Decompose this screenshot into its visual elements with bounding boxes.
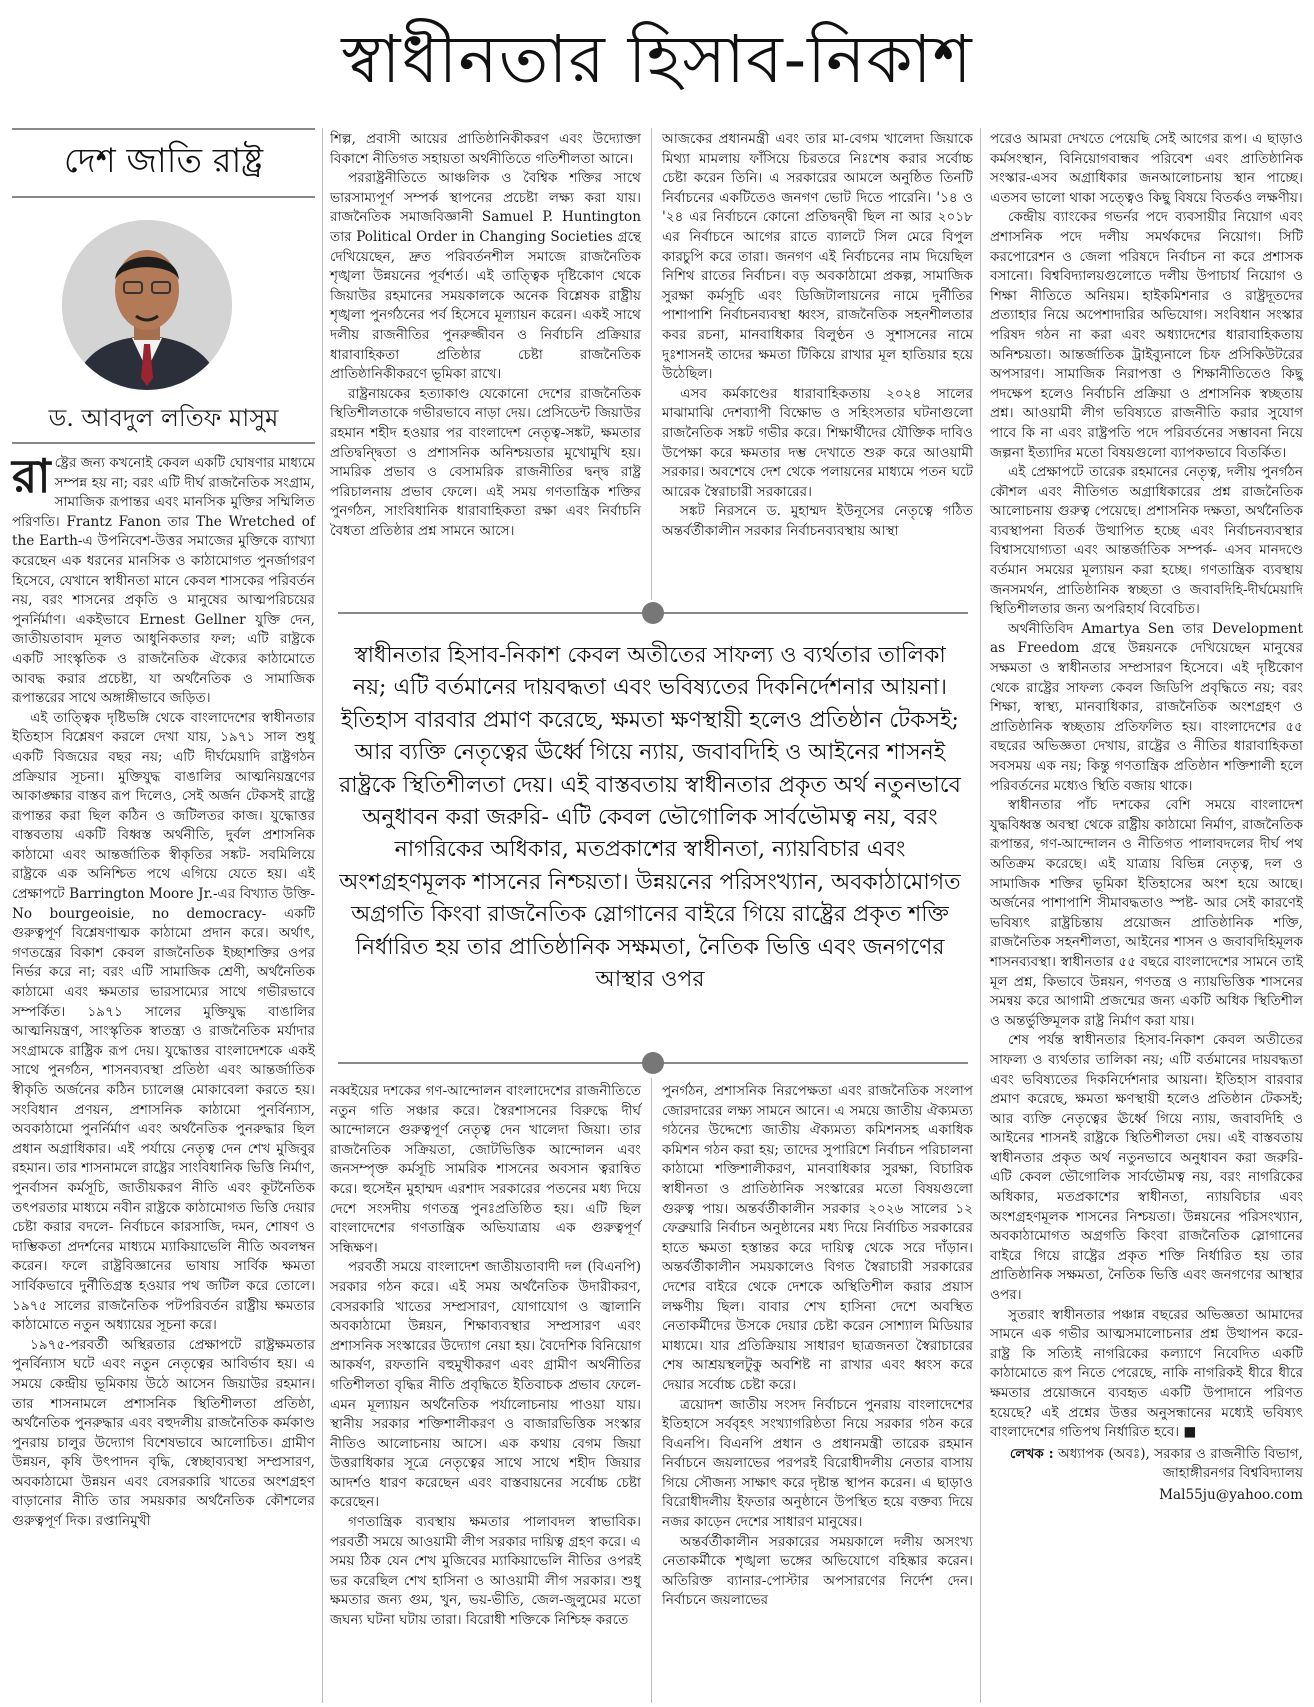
paragraph: শেষ পর্যন্ত স্বাধীনতার হিসাব-নিকাশ কেবল অতীতের সাফল্য ও ব্যর্থতার তালিকা নয়; এটি বর্তমানের দায়বদ্ধতা এবং ভবিষ্যতের দিকনির্দেশনার আয়না। ইতিহাস বারবার প্রমাণ করেছে, ক্ষমতা ক্ষণস্থায়ী হলেও প্রতিষ্ঠান টেকসই; আর ব্যক্তি নেতৃত্বের ঊর্ধ্বে গিয়ে ন্যায়, জবাবদিহি ও আইনের শাসনই রাষ্ট্রকে স্থিতিশীলতা দেয়। এই বাস্তবতায় স্বাধীনতার প্রকৃত অর্থ নতুনভাবে অনুধাবন করা জরুরি- এটি কেবল ভৌগোলিক সার্বভৌমত্ব নয়, বরং নাগরিকের অধিকার, মতপ্রকাশের স্বাধীনতা, ন্যায়বিচার এবং অংশগ্রহণমূলক শাসনের নিশ্চয়তা। উন্নয়নের পরিসংখ্যান, অবকাঠামোগত অগ্রগতি কিংবা রাজনৈতিক স্লোগানের বাইরে গিয়ে রাষ্ট্রের প্রকৃত শক্তি নির্ধারিত হয় তার প্রাতিষ্ঠানিক সক্ষমতা, নৈতিক ভিত্তি এবং জনগণের আস্থার ওপর। xyxy=(990,1032,1303,1304)
column-2-bottom-text xyxy=(330,1082,641,1631)
column-divider xyxy=(651,128,652,600)
paragraph: স্বাধীনতার পাঁচ দশকের বেশি সময়ে বাংলাদেশ যুদ্ধবিধ্বস্ত অবস্থা থেকে রাষ্ট্রীয় কাঠামো নির্মাণ, রাজনৈতিক রূপান্তর, গণ-আন্দোলন ও নীতিগত পালাবদলের দীর্ঘ পথ অতিক্রম করেছে। এই যাত্রায় বিভিন্ন নেতৃত্ব, দল ও সামাজিক শক্তির ভূমিকা ইতিহাসের অংশ হয়ে আছে। অর্জনের পাশাপাশি সীমাবদ্ধতাও স্পষ্ট- আর সেই কারণেই ভবিষ্যৎ রাষ্ট্রচিন্তায় প্রয়োজন প্রাতিষ্ঠানিক শক্তি, রাজনৈতিক সহনশীলতা, আইনের শাসন ও জবাবদিহিমূলক শাসনব্যবস্থা। স্বাধীনতার ৫৫ বছরে বাংলাদেশের সামনে তাই মূল প্রশ্ন, কিভাবে উন্নয়ন, গণতন্ত্র ও ন্যায়ভিত্তিক শাসনের সমন্বয় করে আগামী প্রজন্মের জন্য একটি অধিক স্থিতিশীল ও অন্তর্ভুক্তিমূলক রাষ্ট্র নির্মাণ করা যায়। xyxy=(990,797,1303,1029)
paragraph: শিল্প, প্রবাসী আয়ের প্রাতিষ্ঠানিকীকরণ এবং উদ্যোক্তা বিকাশে নীতিগত সহায়তা অর্থনীতিতে গতিশীলতা আনে। xyxy=(330,131,641,167)
column-1-text xyxy=(12,449,315,1532)
headline: স্বাধীনতার হিসাব-নিকাশ xyxy=(341,21,973,98)
paragraph: পুনর্গঠন, প্রশাসনিক নিরপেক্ষতা এবং রাজনৈতিক সংলাপ জোরদারের লক্ষ্য সামনে আনে। এ সময়ে জাতীয় ঐক্যমত্য গঠনের উদ্দেশ্যে জাতীয় ঐক্যমত্য কমিশনসহ একাধিক কমিশন গঠন করা হয়; তাদের সুপারিশে নির্বাচন পরিচালনা কাঠামো শক্তিশালীকরণ, মানবাধিকার সুরক্ষা, বিচারিক স্বাধীনতা ও প্রাতিষ্ঠানিক সংস্কারের মতো বিষয়গুলো গুরুত্ব পায়। অন্তর্বর্তীকালীন সরকার ২০২৬ সালের ১২ ফেব্রুয়ারি নির্বাচন অনুষ্ঠানের মধ্য দিয়ে নির্বাচিত সরকারের হাতে ক্ষমতা হস্তান্তর করে দায়িত্ব থেকে সরে দাঁড়ান। অন্তর্বর্তীকালীন সময়কালেও বিগত স্বৈরাচারী সরকারের দেশের বাইরে থেকে দেশকে অস্থিতিশীল করার প্রয়াস লক্ষণীয় ছিল। বাবার শেখ হাসিনা দেশে অবস্থিত নেতাকর্মীদের উসকে দেয়ার চেষ্টা করেন সোশ্যাল মিডিয়ার মাধ্যমে। যার প্রতিক্রিয়ায় সাধারণ ছাত্রজনতা স্বৈরাচারের শেষ আশ্রয়স্থলটুকু অবশিষ্ট না রাখার এবং ধ্বংস করে দেয়ার সর্বোচ্চ চেষ্টা করে। xyxy=(662,1083,973,1393)
author-photo xyxy=(62,220,232,390)
column-3-bottom-text xyxy=(662,1082,973,1611)
author-note-text: অধ্যাপক (অবঃ), সরকার ও রাজনীতি বিভাগ, জাহাঙ্গীরনগর বিশ্ববিদ্যালয় xyxy=(1058,1445,1303,1482)
column-2-top-text xyxy=(330,130,641,541)
column-3-top-text xyxy=(662,130,973,541)
paragraph: অন্তর্বর্তীকালীন সরকারের সময়কালে দলীয় অসংখ্য নেতাকর্মীকে শৃঙ্খলা ভঙ্গের অভিযোগে বহিষ্কার করেন। অতিরিক্ত ব্যানার-পোস্টার অপসারণের নির্দেশ দেন। নির্বাচনে জয়লাভের xyxy=(662,1533,973,1609)
column-divider xyxy=(651,1078,652,1703)
column-divider xyxy=(980,128,981,1703)
author-note-label: লেখক : xyxy=(1009,1445,1054,1462)
paragraph: গণতান্ত্রিক ব্যবস্থায় ক্ষমতার পালাবদল স্বাভাবিক। পরবর্তী সময়ে আওয়ামী লীগ সরকার দায়িত্ব গ্রহণ করে। এ সময় ঠিক যেন শেখ মুজিবের ম্যাকিয়াভেলি নীতির ওপরই ভর করেছিল শেখ হাসিনা ও আওয়ামী লীগ সরকার। শুধু ক্ষমতার জন্য গুম, খুন, ভয়-ভীতি, জেল-জুলুমের মতো জঘন্য ঘটনা ঘটায় তারা। বিরোধী শক্তিকে নিশ্চিহ্ন করতে xyxy=(330,1514,641,1629)
author-email[interactable]: Mal55ju@yahoo.com xyxy=(1159,1486,1303,1503)
paragraph: এই তাত্ত্বিক দৃষ্টিভঙ্গি থেকে বাংলাদেশের স্বাধীনতার ইতিহাস বিশ্লেষণ করলে দেখা যায়, ১৯৭১ সাল শুধু একটি বিজয়ের বছর নয়; এটি দীর্ঘমেয়াদি রাষ্ট্রগঠন প্রক্রিয়ার সূচনা। মুক্তিযুদ্ধ বাঙালির আত্মনিয়ন্ত্রণের আকাঙ্ক্ষার বাস্তব রূপ দিলেও, সেই অর্জন টেকসই রাষ্ট্রে রূপান্তর করা ছিল কঠিন ও জটিলতর কাজ। যুদ্ধোত্তর বাস্তবতায় একটি বিধ্বস্ত অর্থনীতি, দুর্বল প্রশাসনিক কাঠামো এবং আন্তর্জাতিক স্বীকৃতির সঙ্কট- সবমিলিয়ে রাষ্ট্রকে এক অনিশ্চিত পথে এগিয়ে যেতে হয়। এই প্রেক্ষাপটে Barrington Moore Jr.-এর বিখ্যাত উক্তি- No bourgeoisie, no democracy- একটি গুরুত্বপূর্ণ বিশ্লেষণাত্মক কাঠামো প্রদান করে। অর্থাৎ, গণতন্ত্রের বিকাশ কেবল রাজনৈতিক ইচ্ছাশক্তির ওপর নির্ভর করে না; বরং এটি সামাজিক শ্রেণী, অর্থনৈতিক কাঠামো এবং ক্ষমতার ভারসাম্যের সাথে গভীরভাবে সম্পর্কিত। ১৯৭১ সালের মুক্তিযুদ্ধ বাঙালির আত্মনিয়ন্ত্রণ, সাংস্কৃতিক স্বাতন্ত্র্য ও রাজনৈতিক মর্যাদার সংগ্রামকে রাষ্ট্রিক রূপ দেয়। যুদ্ধোত্তর বাংলাদেশকে একই সাথে পুনর্গঠন, শাসনব্যবস্থা প্রতিষ্ঠা এবং আন্তর্জাতিক স্বীকৃতি অর্জনের কঠিন চ্যালেঞ্জ মোকাবেলা করতে হয়। সংবিধান প্রণয়ন, প্রশাসনিক কাঠামো পুনর্বিন্যাস, অবকাঠামো পুনর্নির্মাণ এবং অর্থনৈতিক পুনরুদ্ধার ছিল প্রধান অগ্রাধিকার। এই পর্যায়ে নেতৃত্ব দেন শেখ মুজিবুর রহমান। তার শাসনামলে রাষ্ট্রের সাংবিধানিক ভিত্তি নির্মাণ, পুনর্বাসন কর্মসূচি, জাতীয়করণ নীতি এবং কূটনৈতিক তৎপরতার মাধ্যমে নবীন রাষ্ট্রকে কাঠামোগত ভিত্তি দেয়ার চেষ্টা করার বদলে- নির্বাচনে কারসাজি, দমন, শোষণ ও দাম্ভিকতা প্রদর্শনের মাধ্যমে ম্যাকিয়াভেলি নীতি অবলম্বন করেন। ফলে রাষ্ট্রবিজ্ঞানের ভাষায় সার্বিক ক্ষমতা সার্বিকভাবে দুর্নীতিগ্রস্ত হওয়ার পথ জটিল করে তোলে। ১৯৭৫ সালের রাজনৈতিক পটপরিবর্তন রাষ্ট্রীয় ক্ষমতার কাঠামোতে নতুন অধ্যায়ের সূচনা করে। xyxy=(12,709,315,1334)
column-divider xyxy=(322,128,323,1703)
paragraph: রাষ্ট্রের জন্য কখনোই কেবল একটি ঘোষণার মাধ্যমে সম্পন্ন হয় না; বরং এটি দীর্ঘ রাজনৈতিক সংগ্রাম, সামাজিক রূপান্তর এবং মানসিক মুক্তির সম্মিলিত পরিণতি। Frantz Fanon তার The Wretched of the Earth-এ উপনিবেশ-উত্তর সমাজের মুক্তিকে ব্যাখ্যা করেছেন এক ধরনের মানসিক ও কাঠামোগত পুনর্জাগরণ হিসেবে, যেখানে স্বাধীনতা মানে কেবল শাসকের পরিবর্তন নয়, বরং শাসনের প্রকৃতি ও মানুষের আত্মপরিচয়ের পুনর্নির্মাণ। একইভাবে Ernest Gellner যুক্তি দেন, জাতীয়তাবাদ মূলত আধুনিকতার ফল; এটি রাষ্ট্রকে একটি সাংস্কৃতিক ও রাজনৈতিক ঐক্যের কাঠামোতে আবদ্ধ করার প্রচেষ্টা, যা অর্থনৈতিক ও সামাজিক রূপান্তরের সাথে অঙ্গাঙ্গীভাবে জড়িত। xyxy=(12,449,315,707)
paragraph: ১৯৭৫-পরবর্তী অস্থিরতার প্রেক্ষাপটে রাষ্ট্রক্ষমতার পুনর্বিন্যাস ঘটে এবং নতুন নেতৃত্বের আবির্ভাব হয়। এ সময়ে কেন্দ্রীয় ভূমিকায় উঠে আসেন জিয়াউর রহমান। তার শাসনামলে প্রশাসনিক স্থিতিশীলতা প্রতিষ্ঠা, অর্থনৈতিক পুনরুদ্ধার এবং বহুদলীয় রাজনৈতিক কর্মকাণ্ড পুনরায় চালুর উদ্যোগ বিশেষভাবে আলোচিত। গ্রামীণ উন্নয়ন, কৃষি উৎপাদন বৃদ্ধি, স্বেচ্ছাব্যবস্থা সম্প্রসারণ, অবকাঠামো উন্নয়ন এবং বেসরকারি খাতের অংশগ্রহণ বাড়ানোর নীতি তার সময়কার অর্থনৈতিক কৌশলের গুরুত্বপূর্ণ দিক। রপ্তানিমুখী xyxy=(12,1336,315,1530)
author-portrait-icon xyxy=(62,220,232,390)
column-4-text xyxy=(990,130,1303,1506)
paragraph: অর্থনীতিবিদ Amartya Sen তার Development as Freedom গ্রন্থে উন্নয়নকে দেখিয়েছেন মানুষের সক্ষমতা ও স্বাধীনতার সম্প্রসারণ হিসেবে। এই দৃষ্টিকোণ থেকে রাষ্ট্রের সাফল্য কেবল জিডিপি প্রবৃদ্ধিতে নয়; বরং শিক্ষা, স্বাস্থ্য, মানবাধিকার, রাজনৈতিক অংশগ্রহণ ও প্রাতিষ্ঠানিক স্বচ্ছতায় প্রতিফলিত হয়। বাংলাদেশের ৫৫ বছরের অভিজ্ঞতা দেখায়, রাষ্ট্রের ও নীতির ধারাবাহিকতা সবসময় এক নয়; কিন্তু গণতান্ত্রিক প্রতিষ্ঠান শক্তিশালী হলে পরিবর্তনের মধ্যেও স্থিতি বজায় থাকে। xyxy=(990,620,1303,794)
paragraph: পররাষ্ট্রনীতিতে আঞ্চলিক ও বৈশ্বিক শক্তির সাথে ভারসাম্যপূর্ণ সম্পর্ক স্থাপনের প্রচেষ্টা লক্ষ্য করা যায়। রাজনৈতিক সমাজবিজ্ঞানী Samuel P. Huntington তার Political Order in Changing Societies গ্রন্থে দেখিয়েছেন, দ্রুত পরিবর্তনশীল সমাজে রাজনৈতিক শৃঙ্খলা উন্নয়নের পূর্বশর্ত। এই তাত্ত্বিক দৃষ্টিকোণ থেকে জিয়াউর রহমানের সময়কালকে অনেক বিশ্লেষক রাষ্ট্রীয় শৃঙ্খলা পুনর্গঠনের পর্ব হিসেবে মূল্যায়ন করেন। একই সাথে দলীয় রাজনীতির পুনরুজ্জীবন ও নির্বাচনি প্রক্রিয়ার ধারাবাহিকতা প্রতিষ্ঠার চেষ্টা রাজনৈতিক প্রাতিষ্ঠানিকীকরণে ভূমিকা রাখে। xyxy=(330,170,641,383)
paragraph: নব্বইয়ের দশকের গণ-আন্দোলন বাংলাদেশের রাজনীতিতে নতুন গতি সঞ্চার করে। স্বৈরশাসনের বিরুদ্ধে দীর্ঘ আন্দোলনে গুরুত্বপূর্ণ নেতৃত্ব দেন খালেদা জিয়া। তার রাজনৈতিক সক্রিয়তা, জোটভিত্তিক আন্দোলন এবং জনসম্পৃক্ত কর্মসূচি সামরিক শাসনের অবসান ত্বরান্বিত করে। হুসেইন মুহাম্মদ এরশাদ সরকারের পতনের মধ্য দিয়ে দেশে সংসদীয় গণতন্ত্র পুনঃপ্রতিষ্ঠিত হয়। এটি ছিল বাংলাদেশের গণতান্ত্রিক অভিযাত্রায় এক গুরুত্বপূর্ণ সন্ধিক্ষণ। xyxy=(330,1083,641,1256)
paragraph: কেন্দ্রীয় ব্যাংকের গভর্নর পদে ব্যবসায়ীর নিয়োগ এবং প্রশাসনিক পদে দলীয় সমর্থকদের নিয়োগ। সিটি করপোরেশন ও জেলা পরিষদে নির্বাচন না করে প্রশাসক বসানো। বিশ্ববিদ্যালয়গুলোতে দলীয় উপাচার্য নিয়োগ ও শিক্ষা নীতিতে অনিয়ম। হাইকমিশনার ও রাষ্ট্রদূতদের প্রত্যাহার নিয়ে অপেশাদারির অভিযোগ। সংবিধান সংস্কার পরিষদ গঠন না করা এবং অধ্যাদেশের ধারাবাহিকতায় অনিশ্চয়তা। আন্তর্জাতিক ট্রাইব্যুনালে চিফ প্রসিকিউটরের অপসারণ। সামাজিক নিরাপত্তা ও শিক্ষানীতিতেও কিছু পদক্ষেপ হলেও নির্বাচনি প্রক্রিয়া ও প্রশাসনিক স্বচ্ছতায় প্রশ্ন। আওয়ামী লীগ ভবিষ্যতে রাজনীতি করার সুযোগ পাবে কি না এবং রাষ্ট্রপতি পদে পরিবর্তনের সম্ভাবনা নিয়ে জল্পনা ইত্যাদির মতো বিষয়গুলো ব্যাপকভাবে বিতর্কিত। xyxy=(990,209,1303,461)
paragraph: ত্রয়োদশ জাতীয় সংসদ নির্বাচনে পুনরায় বাংলাদেশের ইতিহাসে সর্ববৃহৎ সংখ্যাগরিষ্ঠতা নিয়ে সরকার গঠন করে বিএনপি। বিএনপি প্রধান ও প্রধানমন্ত্রী তারেক রহমান নির্বাচনে জয়লাভের পরপরই বিরোধীদলীয় নেতার বাসায় গিয়ে সৌজন্য সাক্ষাৎ করে দৃষ্টান্ত স্থাপন করেন। এ ছাড়াও বিরোধীদলীয় ইফতার অনুষ্ঠানে উপস্থিত হয়ে বক্তব্য দিয়ে নজর কাড়েন দেশের সাধারণ মানুষের। xyxy=(662,1396,973,1531)
paragraph: পরবর্তী সময়ে বাংলাদেশ জাতীয়তাবাদী দল (বিএনপি) সরকার গঠন করে। এই সময় অর্থনৈতিক উদারীকরণ, বেসরকারি খাতের সম্প্রসারণ, যোগাযোগ ও জ্বালানি অবকাঠামো উন্নয়ন, শিক্ষাব্যবস্থার সম্প্রসারণ এবং প্রশাসনিক সংস্কারের উদ্যোগ নেয়া হয়। বৈদেশিক বিনিয়োগ আকর্ষণ, রফতানি বহুমুখীকরণ এবং গ্রামীণ অর্থনীতির গতিশীলতা বৃদ্ধির নীতি প্রবৃদ্ধিতে ইতিবাচক প্রভাব ফেলে- এমন মূল্যায়ন অর্থনৈতিক পর্যালোচনায় পাওয়া যায়। স্থানীয় সরকার শক্তিশালীকরণ ও বাজারভিত্তিক সংস্কার নীতিও আলোচনায় আসে। এক কথায় বেগম জিয়া উত্তরাধিকার সূত্রে নেতৃত্বের সাথে সাথে শহীদ জিয়ার আদর্শও ধারণ করেছেন এবং বাস্তবায়নের সর্বোচ্চ চেষ্টা করেছেন। xyxy=(330,1259,641,1511)
drop-cap: রা xyxy=(12,449,51,503)
paragraph: এই প্রেক্ষাপটে তারেক রহমানের নেতৃত্ব, দলীয় পুনর্গঠন কৌশল এবং নীতিগত অগ্রাধিকারের প্রশ্ন রাজনৈতিক আলোচনায় গুরুত্ব পেয়েছে। প্রশাসনিক দক্ষতা, অর্থনৈতিক ব্যবস্থাপনা বিতর্ক উত্থাপিত হচ্ছে এবং নির্বাচনব্যবস্থার বিশ্বাসযোগ্যতা এবং আন্তর্জাতিক সম্পর্ক- এসব মানদণ্ডে বর্তমান সময়ের মূল্যায়ন করা হচ্ছে। গণতান্ত্রিক ব্যবস্থায় জনসমর্থন, প্রাতিষ্ঠানিক স্বচ্ছতা ও জবাবদিহি-দীর্ঘমেয়াদি স্থিতিশীলতার জন্য অপরিহার্য বিবেচিত। xyxy=(990,464,1303,618)
paragraph: এসব কর্মকাণ্ডের ধারাবাহিকতায় ২০২৪ সালের মাঝামাঝি দেশব্যাপী বিক্ষোভ ও সহিংসতার ঘটনাগুলো রাজনৈতিক সঙ্কট গভীর করে। শিক্ষার্থীদের যৌক্তিক দাবিও উপেক্ষা করে ক্ষমতার দম্ভ দেখাতে শুরু করে আওয়ামী সরকার। অবশেষে দেশ থেকে পলায়নের মাধ্যমে পতন ঘটে আরেক স্বৈরাচারী সরকারের। xyxy=(662,385,973,500)
paragraph: পরেও আমরা দেখতে পেয়েছি সেই আগের রূপ। এ ছাড়াও কর্মসংস্থান, বিনিয়োগবান্ধব পরিবেশ এবং প্রাতিষ্ঠানিক সংস্কার-এসব অগ্রাধিকার জনআলোচনায় স্থান পাচ্ছে। এতসব ভালো থাকা সত্ত্বেও কিছু বিষয়ে বিতর্কও লক্ষণীয়। xyxy=(990,131,1303,206)
ornament-dot-icon xyxy=(642,1052,664,1074)
paragraph: আজকের প্রধানমন্ত্রী এবং তার মা-বেগম খালেদা জিয়াকে মিথ্যা মামলায় ফাঁসিয়ে চিরতরে নিঃশেষ করার সর্বোচ্চ চেষ্টা করেন তিনি। এ সরকারের আমলে অনুষ্ঠিত তিনটি নির্বাচনের একটিতেও জনগণ ভোট দিতে পারেনি। '১৪ ও '২৪ এর নির্বাচনে কোনো প্রতিদ্বন্দ্বী ছিল না আর ২০১৮ এর নির্বাচনে আগের রাতে ব্যালটে সিল মেরে বিপুল কারচুপি করে তারা। জনগণ এই নির্বাচনের নাম দিয়েছিল নিশিথ রাতের নির্বাচন। বড় অবকাঠামো প্রকল্প, সামাজিক সুরক্ষা কর্মসূচি এবং ডিজিটালায়নের নামে দুর্নীতির পাশাপাশি নির্বাচনব্যবস্থা ধ্বংস, রাজনৈতিক সহনশীলতার কবর রচনা, মানবাধিকার বিলুণ্ঠন ও সুশাসনের নামে দুঃশাসনই তাদের ক্ষমতা টিকিয়ে রাখার মূল হাতিয়ার হয়ে উঠেছিল। xyxy=(662,131,973,383)
author-name: ড. আবদুল লতিফ মাসুম xyxy=(12,400,315,444)
ornament-dot-icon xyxy=(642,602,664,624)
paragraph: সঙ্কট নিরসনে ড. মুহাম্মদ ইউনূসের নেতৃত্বে গঠিত অন্তর্বর্তীকালীন সরকার নির্বাচনব্যবস্থায় আস্থা xyxy=(662,503,973,539)
column-name: দেশ জাতি রাষ্ট্র xyxy=(12,128,315,198)
paragraph: সুতরাং স্বাধীনতার পঞ্চান্ন বছরের অভিজ্ঞতা আমাদের সামনে এক গভীর আত্মসমালোচনার প্রশ্ন উত্থাপন করে- রাষ্ট্র কি সত্যিই নাগরিকের কল্যাণে নিবেদিত একটি কাঠামোতে রূপ নিতে পেরেছে, নাকি নাগরিকই ধীরে ধীরে ক্ষমতার প্রয়োজনে ব্যবহৃত একটি উপাদানে পরিণত হয়েছে? এই প্রশ্নের উত্তর অনুসন্ধানের মধ্যেই ভবিষ্যৎ বাংলাদেশের গতিপথ নির্ধারিত হবে। ■ xyxy=(990,1306,1303,1441)
paragraph: রাষ্ট্রনায়কের হত্যাকাণ্ড যেকোনো দেশের রাজনৈতিক স্থিতিশীলতাকে গভীরভাবে নাড়া দেয়। প্রেসিডেন্ট জিয়াউর রহমান শহীদ হওয়ার পর বাংলাদেশ নেতৃত্ব-সঙ্কট, ক্ষমতার প্রতিদ্বন্দ্বিতা ও প্রশাসনিক অনিশ্চয়তার মুখোমুখি হয়। সামরিক প্রভাব ও বেসামরিক রাজনীতির দ্বন্দ্ব রাষ্ট্র পরিচালনায় প্রভাব ফেলে। এই সময় গণতান্ত্রিক শক্তির পুনর্গঠন, সাংবিধানিক ধারাবাহিকতা রক্ষা এবং নির্বাচনি বৈধতা প্রতিষ্ঠার প্রশ্ন সামনে আসে। xyxy=(330,385,641,539)
pull-quote: স্বাধীনতার হিসাব-নিকাশ কেবল অতীতের সাফল্য ও ব্যর্থতার তালিকা নয়; এটি বর্তমানের দায়বদ্ধতা এবং ভবিষ্যতের দিকনির্দেশনার আয়না। ইতিহাস বারবার প্রমাণ করেছে, ক্ষমতা ক্ষণস্থায়ী হলেও প্রতিষ্ঠান টেকসই; আর ব্যক্তি নেতৃত্বের ঊর্ধ্বে গিয়ে ন্যায়, জবাবদিহি ও আইনের শাসনই রাষ্ট্রকে স্থিতিশীলতা দেয়। এই বাস্তবতায় স্বাধীনতার প্রকৃত অর্থ নতুনভাবে অনুধাবন করা জরুরি- এটি কেবল ভৌগোলিক সার্বভৌমত্ব নয়, বরং নাগরিকের অধিকার, মতপ্রকাশের স্বাধীনতা, ন্যায়বিচার এবং অংশগ্রহণমূলক শাসনের নিশ্চয়তা। উন্নয়নের পরিসংখ্যান, অবকাঠামোগত অগ্রগতি কিংবা রাজনৈতিক স্লোগানের বাইরে গিয়ে রাষ্ট্রের প্রকৃত শক্তি নির্ধারিত হয় তার প্রাতিষ্ঠানিক সক্ষমতা, নৈতিক ভিত্তি এবং জনগণের আস্থার ওপর xyxy=(339,643,961,993)
author-note xyxy=(990,1445,1303,1484)
